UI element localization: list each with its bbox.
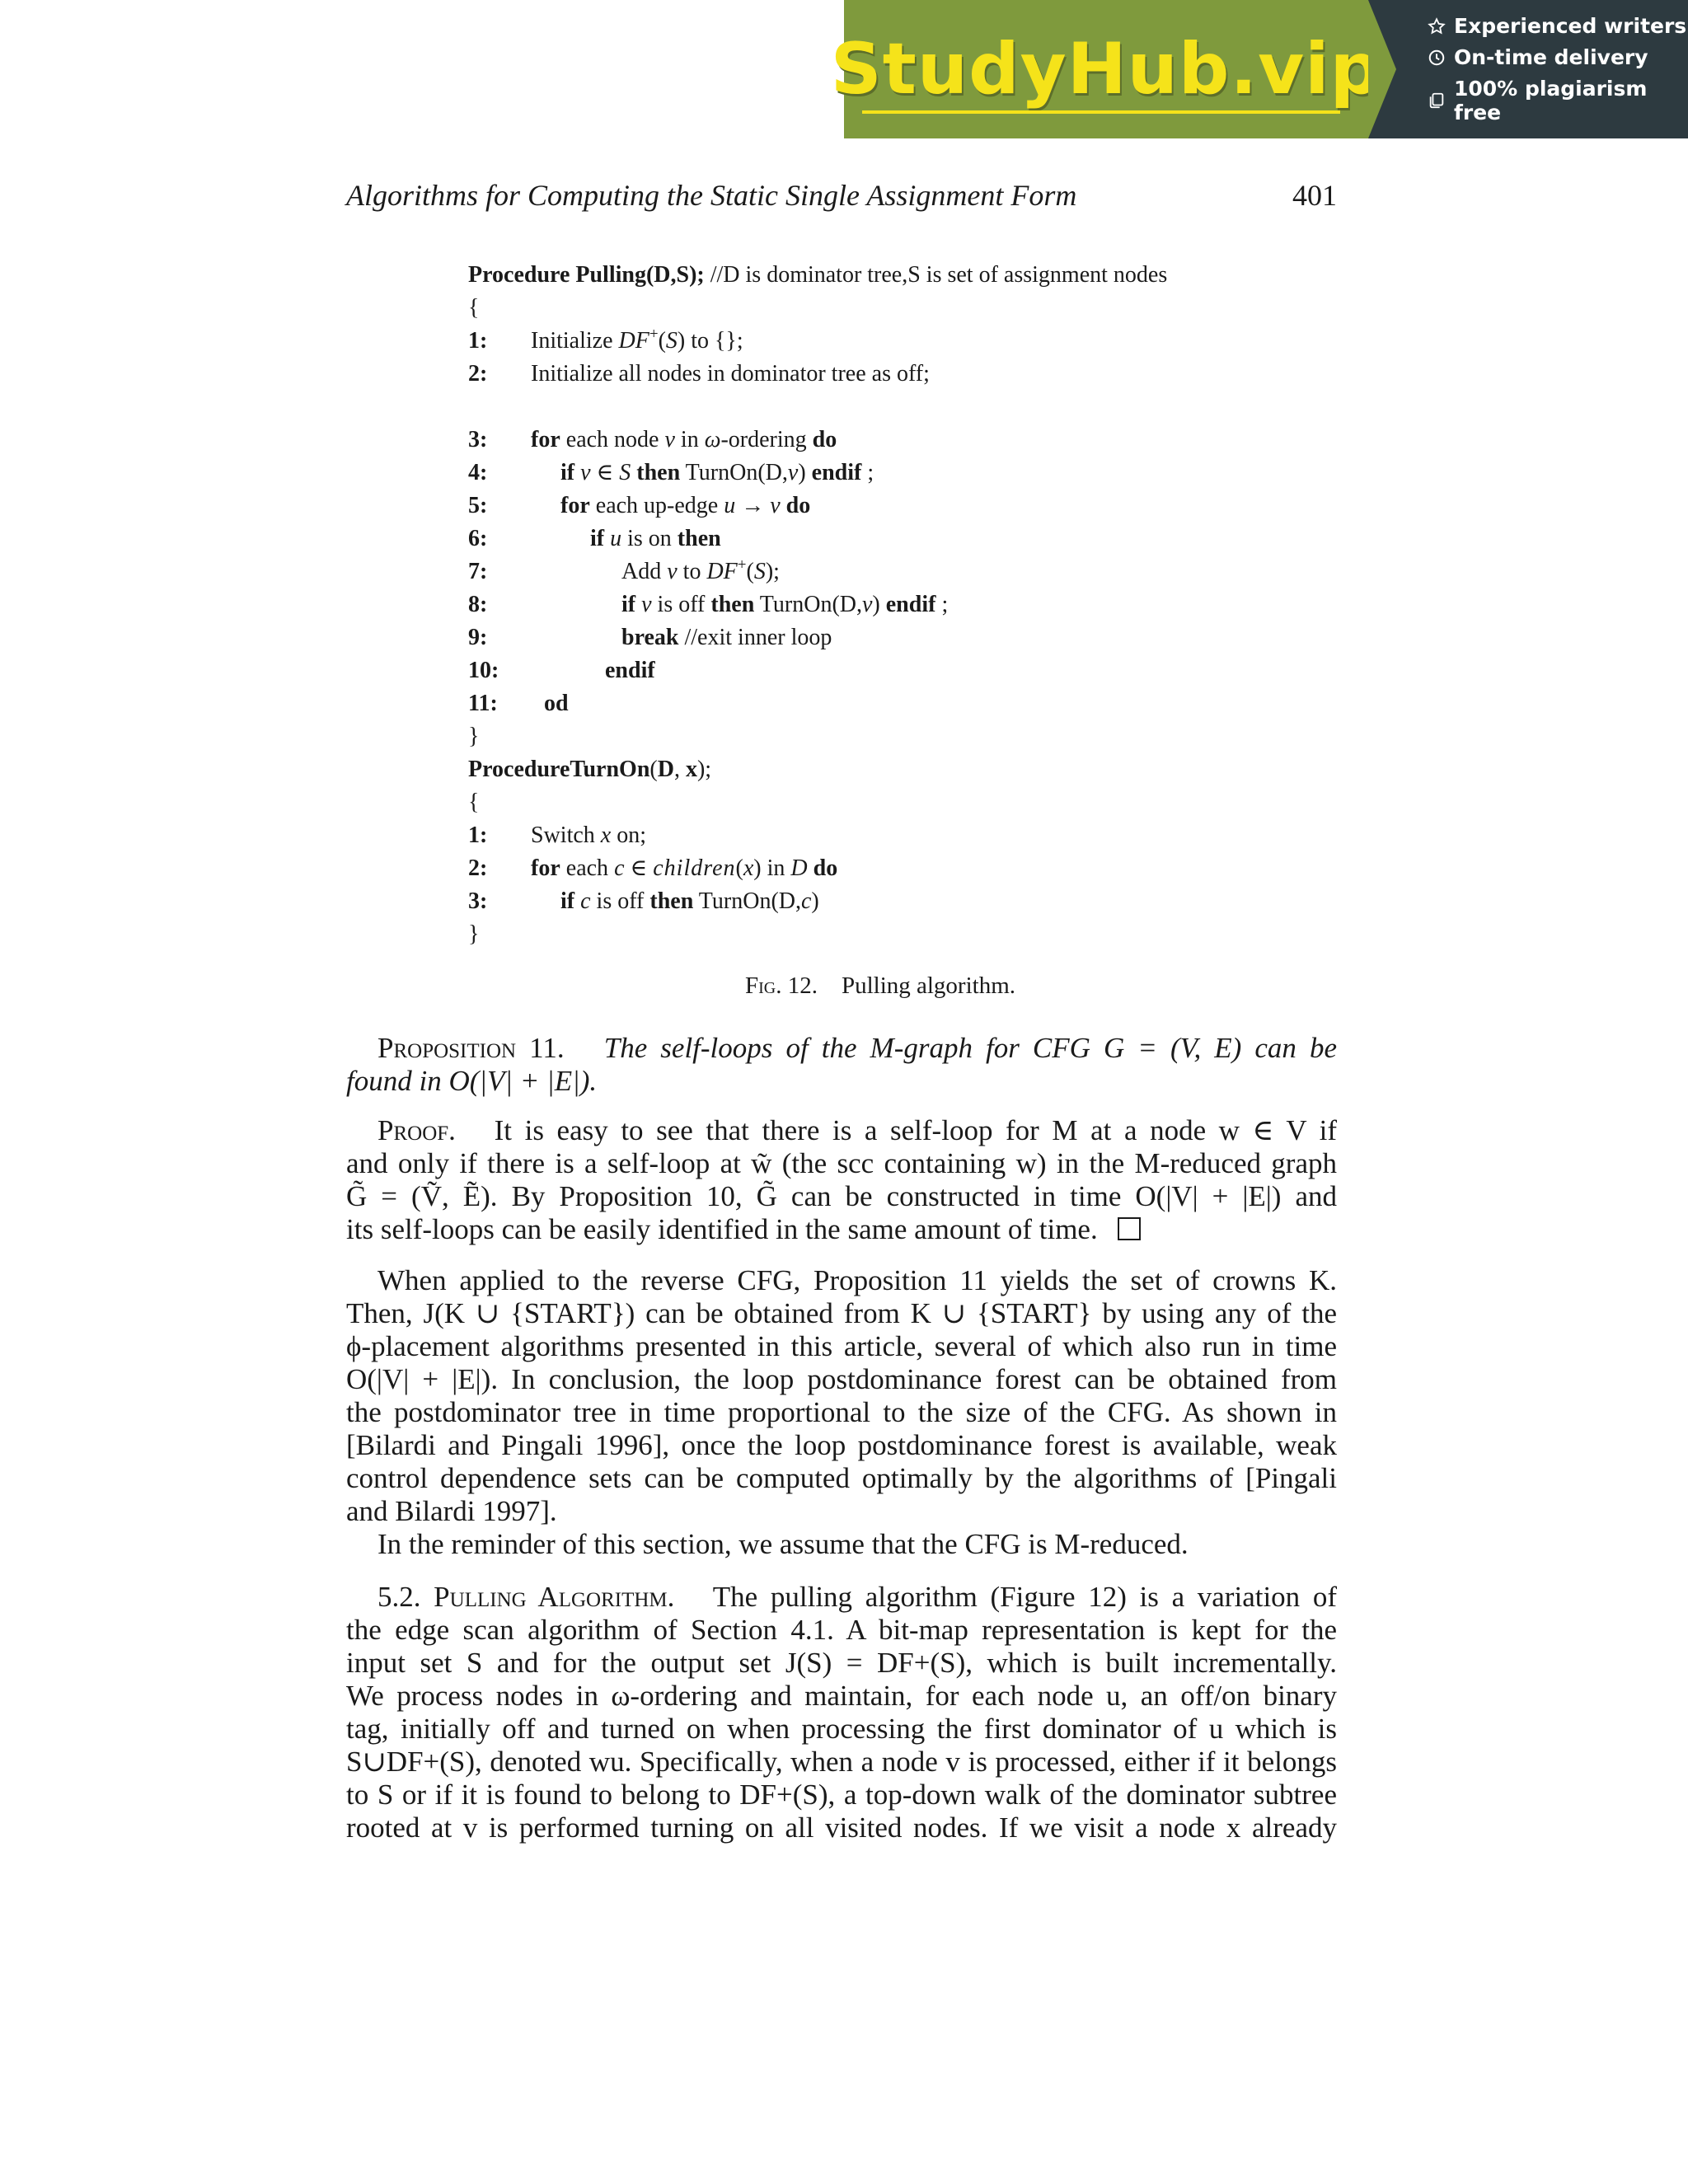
text-line: Then, J(K ∪ {START}) can be obtained from K ∪ {START} by using any of the <box>346 1297 1337 1329</box>
code-line: 4: if v ∈ S then TurnOn(D,v) endif ; <box>468 460 874 485</box>
text-line: O(|V| + |E|). In conclusion, the loop postdominance forest can be obtained from <box>346 1363 1337 1395</box>
text-line: and Bilardi 1997]. <box>346 1495 557 1527</box>
star-icon <box>1428 17 1446 35</box>
code-line: 11: od <box>468 691 569 716</box>
pulling-algorithm-figure <box>468 259 1292 999</box>
code-line: 3: if c is off then TurnOn(D,c) <box>468 888 819 914</box>
proof-text: its self-loops can be easily identified in the same amount of time. <box>346 1213 1098 1245</box>
text-line: to S or if it is found to belong to DF+(S), a top-down walk of the dominator subtree <box>346 1779 1337 1811</box>
section-heading: 5.2. Pulling Algorithm. <box>377 1581 675 1613</box>
proposition-statement: The self-loops of the M-graph for CFG G = (V, E) can be <box>603 1032 1337 1064</box>
text-line: [Bilardi and Pingali 1996], once the loop postdominance forest is available, weak <box>346 1429 1337 1461</box>
code-line: Procedure Pulling(D,S); //D is dominator tree,S is set of assignment nodes <box>468 262 1168 288</box>
clock-icon <box>1428 49 1446 67</box>
feature-label: On-time delivery <box>1454 45 1648 69</box>
studyhub-banner[interactable] <box>830 0 1688 138</box>
code-line: 7: Add v to DF+(S); <box>468 556 780 584</box>
copy-icon <box>1428 91 1446 110</box>
proposition-statement: found in O(|V| + |E|). <box>346 1065 598 1097</box>
code-line: 1: Switch x on; <box>468 823 646 848</box>
brand-underline <box>862 110 1340 114</box>
proposition-11 <box>346 1032 1337 1098</box>
code-line: 1: Initialize DF+(S) to {}; <box>468 326 743 354</box>
code-line: 2: Initialize all nodes in dominator tree as off; <box>468 361 930 387</box>
brand-name: StudyHub.vip <box>830 28 1382 110</box>
page-number: 401 <box>1292 179 1337 212</box>
text-line <box>346 1114 1337 1147</box>
code-line: } <box>468 921 480 947</box>
feature-label: 100% plagiarism free <box>1454 77 1648 124</box>
code-line: 10: endif <box>468 658 655 683</box>
code-line: } <box>468 724 480 749</box>
code-line: 5: for each up-edge u → v do <box>468 493 811 518</box>
text-line <box>346 1032 1337 1065</box>
code-line: { <box>468 295 480 321</box>
running-head <box>346 178 1337 219</box>
qed-box <box>1118 1217 1141 1240</box>
crowns-paragraph <box>346 1264 1337 1561</box>
proposition-label: Proposition 11. <box>377 1032 565 1064</box>
text-line: input set S and for the output set J(S) = DF+(S), which is built incrementally. <box>346 1647 1337 1679</box>
feature-item <box>1428 45 1688 69</box>
caption-text: Pulling algorithm. <box>841 972 1016 999</box>
code-line: { <box>468 790 480 815</box>
code-line: ProcedureTurnOn(D, x); <box>468 757 712 782</box>
code-line: 3: for each node v in ω-ordering do <box>468 427 837 452</box>
text-line <box>346 1581 1337 1614</box>
text-line: rooted at v is performed turning on all visited nodes. If we visit a node x already <box>346 1811 1337 1844</box>
proof-text: It is easy to see that there is a self-loop for M at a node w ∈ V if <box>494 1114 1338 1146</box>
proof <box>346 1114 1337 1246</box>
text-line: control dependence sets can be computed optimally by the algorithms of [Pingali <box>346 1462 1337 1494</box>
text-line: G̃ = (Ṽ, Ẽ). By Proposition 10, G̃ can be constructed in time O(|V| + |E|) and <box>346 1180 1337 1212</box>
proof-label: Proof. <box>377 1114 456 1146</box>
text-line: We process nodes in ω-ordering and maintain, for each node u, an off/on binary <box>346 1680 1337 1712</box>
text-line: the postdominator tree in time proportional to the size of the CFG. As shown in <box>346 1396 1337 1428</box>
brand-logo[interactable] <box>830 0 1382 138</box>
text-line: ϕ-placement algorithms presented in this article, several of which also run in time <box>346 1330 1337 1362</box>
section-5-2 <box>346 1581 1337 1844</box>
feature-item <box>1428 77 1688 124</box>
code-line: 8: if v is off then TurnOn(D,v) endif ; <box>468 592 949 617</box>
text-line: and only if there is a self-loop at w̃ (the scc containing w) in the M-reduced graph <box>346 1147 1337 1179</box>
code-line: 6: if u is on then <box>468 526 721 551</box>
running-title: Algorithms for Computing the Static Single Assignment Form <box>346 179 1077 212</box>
text-line: When applied to the reverse CFG, Proposition 11 yields the set of crowns K. <box>377 1264 1337 1296</box>
section-text: The pulling algorithm (Figure 12) is a variation of <box>712 1581 1338 1613</box>
feature-list <box>1368 0 1688 138</box>
feature-item <box>1428 14 1688 38</box>
code-line: 9: break //exit inner loop <box>468 625 832 650</box>
text-line: the edge scan algorithm of Section 4.1. A bit-map representation is kept for the <box>346 1614 1337 1646</box>
text-line <box>346 1213 1337 1246</box>
caption-label: Fig. 12. <box>744 972 818 999</box>
text-line: In the reminder of this section, we assume that the CFG is M-reduced. <box>377 1528 1189 1560</box>
code-line: 2: for each c ∈ children(x) in D do <box>468 855 838 881</box>
figure-caption <box>468 972 1292 1000</box>
feature-label: Experienced writers <box>1454 14 1687 38</box>
text-line: S∪DF+(S), denoted wu. Specifically, when a node v is processed, either if it belongs <box>346 1746 1337 1778</box>
text-line: tag, initially off and turned on when processing the first dominator of u which is <box>346 1713 1337 1745</box>
